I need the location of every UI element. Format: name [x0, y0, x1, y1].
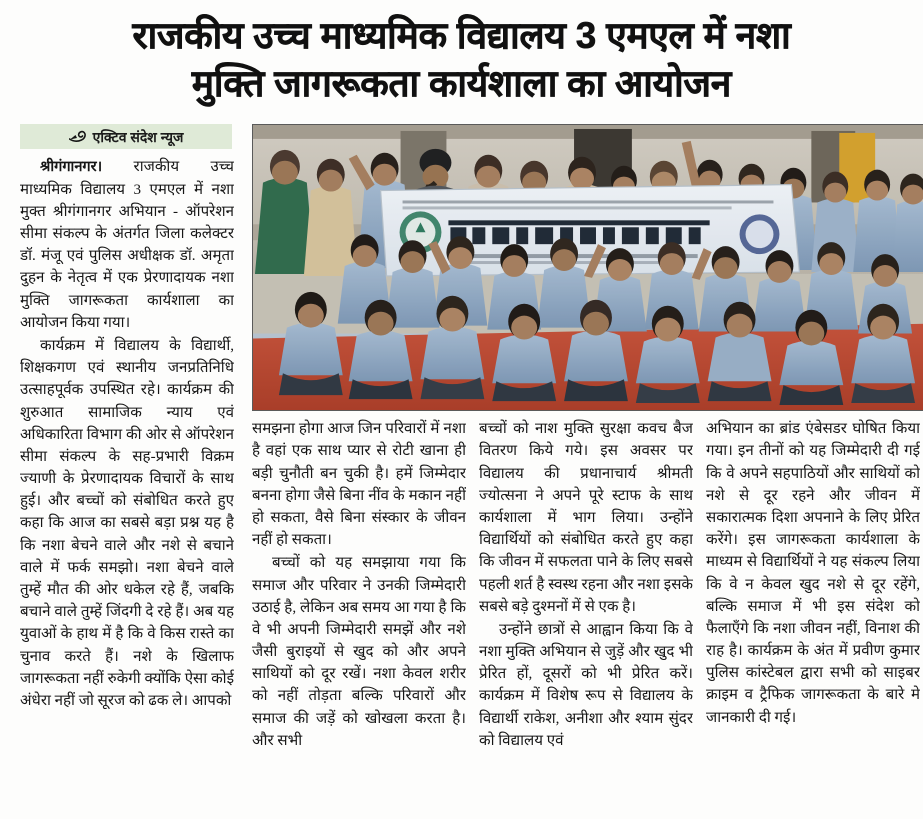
- headline-line-2: मुक्ति जागरूकता कार्यशाला का आयोजन: [191, 63, 732, 105]
- paragraph: बच्चों को यह समझाया गया कि समाज और परिवार ने उनकी जिम्मेदारी उठाई है, लेकिन अब समय आ गया है कि वे भी अपनी जिम्मेदारी समझें और नशे जैसी बुराइयों से खुद को और अपने साथियों को दूर रखें। नशा केवल शरीर को नहीं तोड़ता बल्कि परिवारों और समाज की जड़ें को खोखला करता है। और सभी: [252, 555, 466, 749]
- paragraph: [20, 156, 234, 334]
- paragraph: कार्यक्रम में विद्यालय के विद्यार्थी, शिक्षकगण एवं स्थानीय जनप्रतिनिधि उत्साहपूर्वक उपस्थित रहे। कार्यक्रम की शुरुआत सामाजिक न्याय एवं अधिकारिता विभाग की ओर से ऑपरेशन सीमा संकल्प के सह-प्रभारी विक्रम ज्याणी के प्रेरणादायक विचारों के साथ हुई। और बच्चों को संबोधित करते हुए कहा कि आज का सबसे बड़ा प्रश्न यह है कि नशा बेचने वाले और नशे से बचाने वाले में फर्क समझो। नशा बेचने वाले तुम्हें मौत की ओर धकेल रहे हैं, जबकि बचाने वाले तुम्हें जिंदगी दे रहे हैं। अब यह युवाओं के हाथ में है कि वे किस रास्ते का चुनाव करते हैं। नशे के खिलाफ जागरूकता नहीं रुकेगी क्योंकि ऐसा कोई अंधेरा नहीं जो सूरज को ढक ले। आपको: [20, 337, 234, 709]
- paragraph: बच्चों को नाश मुक्ति सुरक्षा कवच बैज वितरण किये गये। इस अवसर पर विद्यालय की प्रधानाचार्य श्रीमती ज्योत्सना ने अपने पूरे स्टाफ के साथ कार्यशाला में भाग लिया। उन्होंने विद्यार्थियों को संबोधित करते हुए कहा कि जीवन में सफलता पाने के लिए सबसे पहली शर्त है स्वस्थ रहना और नशा इसके सबसे बड़े दुश्मनों में से एक है।: [479, 421, 693, 615]
- paragraph: अभियान का ब्रांड एंबेसडर घोषित किया गया। इन तीनों को यह जिम्मेदारी दी गई कि वे अपने सहपाठियों और साथियों को नशे से दूर रहने और जीवन में सकारात्मक दिशा अपनाने के लिए प्रेरित करेंगे। इस जागरूकता कार्यशाला के माध्यम से विद्यार्थियों ने यह संकल्प लिया कि वे न केवल खुद नशे से दूर रहेंगे, बल्कि समाज में भी इस संदेश को फैलाएँगे कि नशा जीवन नहीं, विनाश की राह है। कार्यक्रम के अंत में प्रवीण कुमार पुलिस कांस्टेबल द्वारा सभी को साइबर क्राइम व ट्रैफिक जागरूकता के बारे मे जानकारी दी गई।: [706, 421, 920, 726]
- article-photo: [252, 124, 923, 411]
- byline: [20, 124, 232, 149]
- article-body: [14, 124, 920, 772]
- byline-label: एक्टिव संदेश न्यूज: [92, 128, 184, 145]
- headline-line-1: राजकीय उच्च माध्यमिक विद्यालय 3 एमएल में नशा: [132, 15, 791, 56]
- paragraph-text: राजकीय उच्च माध्यमिक विद्यालय 3 एमएल में नशा मुक्त श्रीगंगानगर अभियान - ऑपरेशन सीमा संकल्प के अंतर्गत जिला कलेक्टर डॉ. मंजू एवं पुलिस अधीक्षक डॉ. अमृता दुहन के नेतृत्व में एक प्रेरणादायक नशा मुक्ति जागरूकता कार्यशाला का आयोजन किया गया।: [20, 159, 234, 331]
- column-4: [706, 418, 920, 772]
- dateline: श्रीगंगानगर।: [40, 159, 103, 176]
- pen-nib-icon: [69, 130, 86, 143]
- column-1: [20, 156, 234, 772]
- page-title: [14, 0, 909, 114]
- paragraph: उन्होंने छात्रों से आह्वान किया कि वे नशा मुक्ति अभियान से जुड़ें और खुद भी प्रेरित हों, दूसरों को भी प्रेरित करें। कार्यक्रम में विशेष रूप से विद्यालय के विद्यार्थी राकेश, अनीशा और श्याम सुंदर को विद्यालय एवं: [479, 621, 693, 749]
- paragraph: समझना होगा आज जिन परिवारों में नशा है वहां एक साथ प्यार से रोटी खाना ही बड़ी चुनौती बन चुकी है। हमें जिम्मेदार बनना होगा जैसे बिना नींव के मकान नहीं हो सकता, वैसे बिना संस्कार के जीवन नहीं हो सकता।: [252, 421, 466, 549]
- column-2: [252, 418, 466, 772]
- column-3: [479, 418, 693, 772]
